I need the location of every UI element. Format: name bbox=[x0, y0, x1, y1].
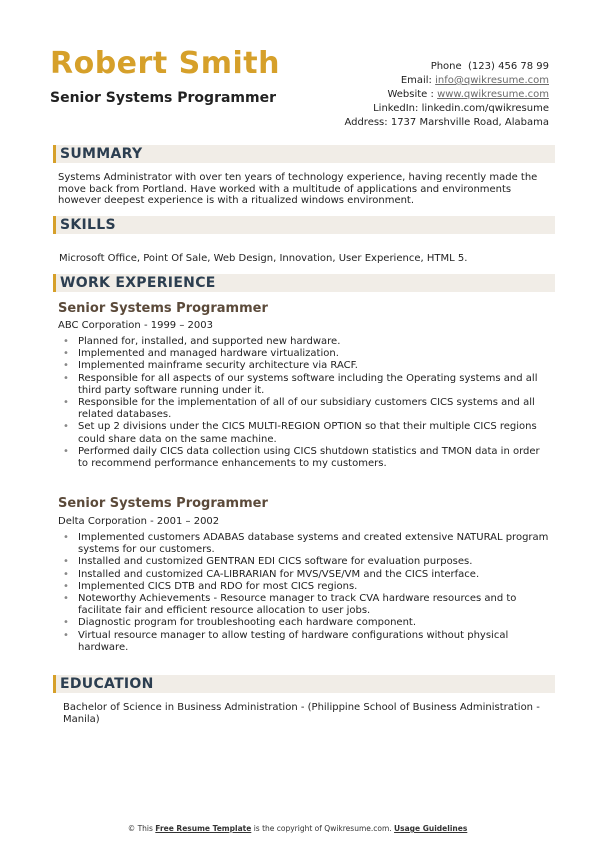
email-label: Email: bbox=[400, 75, 432, 86]
summary-text: Systems Administrator with over ten years of technology experience, having recently made the move back from Portland. Have worked with a multitude of applications and environments however deepest experience is with a ritualized windows environment. bbox=[58, 172, 538, 206]
list-item: • Responsible for the implementation of all of our subsidiary customers CICS systems and all related databases. bbox=[78, 397, 552, 421]
phone-value: (123) 456 78 99 bbox=[468, 61, 549, 72]
usage-guidelines-link[interactable]: Usage Guidelines bbox=[394, 824, 468, 833]
candidate-name: Robert Smith bbox=[50, 46, 280, 81]
list-item: • Planned for, installed, and supported new hardware. bbox=[78, 336, 552, 348]
contact-website bbox=[249, 88, 549, 102]
free-resume-template-link[interactable]: Free Resume Template bbox=[155, 824, 252, 833]
list-item: • Diagnostic program for troubleshooting each hardware component. bbox=[78, 617, 552, 629]
candidate-title: Senior Systems Programmer bbox=[50, 90, 276, 106]
list-item: • Responsible for all aspects of our systems software including the Operating systems and all third party software running under it. bbox=[78, 373, 552, 397]
contact-linkedin bbox=[249, 102, 549, 116]
phone-label: Phone bbox=[430, 61, 462, 72]
list-item: • Installed and customized CA-LIBRARIAN for MVS/VSE/VM and the CICS interface. bbox=[78, 569, 552, 581]
list-item: • Implemented customers ADABAS database systems and created extensive NATURAL program systems for our customers. bbox=[78, 532, 552, 556]
contact-block bbox=[249, 60, 549, 130]
website-link[interactable]: www.qwikresume.com bbox=[437, 89, 549, 100]
job-bullets bbox=[78, 336, 552, 470]
job-bullets bbox=[78, 532, 552, 654]
list-item: • Virtual resource manager to allow testing of hardware configurations without physical hardware. bbox=[78, 630, 552, 654]
job-company-dates: Delta Corporation - 2001 – 2002 bbox=[58, 516, 220, 527]
address-label: Address: bbox=[344, 117, 388, 128]
section-education bbox=[53, 675, 555, 693]
section-heading: EDUCATION bbox=[60, 676, 154, 692]
section-heading: SUMMARY bbox=[60, 146, 143, 162]
contact-email bbox=[249, 74, 549, 88]
contact-phone bbox=[249, 60, 549, 74]
list-item: • Noteworthy Achievements - Resource manager to track CVA hardware resources and to facilitate fair and efficient resource allocation to user jobs. bbox=[78, 593, 552, 617]
footer bbox=[0, 824, 595, 833]
linkedin-label: LinkedIn: bbox=[373, 103, 419, 114]
footer-prefix: © This bbox=[127, 824, 153, 833]
address-value: 1737 Marshville Road, Alabama bbox=[390, 117, 549, 128]
section-skills bbox=[53, 216, 555, 234]
job-title: Senior Systems Programmer bbox=[58, 301, 268, 316]
list-item: • Implemented and managed hardware virtualization. bbox=[78, 348, 552, 360]
section-heading: SKILLS bbox=[60, 217, 116, 233]
section-heading: WORK EXPERIENCE bbox=[60, 275, 216, 291]
linkedin-value: linkedin.com/qwikresume bbox=[421, 103, 549, 114]
email-link[interactable]: info@qwikresume.com bbox=[435, 75, 549, 86]
list-item: • Installed and customized GENTRAN EDI CICS software for evaluation purposes. bbox=[78, 556, 552, 568]
list-item: • Performed daily CICS data collection using CICS shutdown statistics and TMON data in order to recommend performance enhancements to my customers. bbox=[78, 446, 552, 470]
footer-middle: is the copyright of Qwikresume.com. bbox=[253, 824, 392, 833]
job-title: Senior Systems Programmer bbox=[58, 496, 268, 511]
list-item: • Implemented mainframe security architecture via RACF. bbox=[78, 360, 552, 372]
job-company-dates: ABC Corporation - 1999 – 2003 bbox=[58, 320, 213, 331]
list-item: • Set up 2 divisions under the CICS MULTI-REGION OPTION so that their multiple CICS regions could share data on the same machine. bbox=[78, 421, 552, 445]
section-work-experience bbox=[53, 274, 555, 292]
contact-address bbox=[249, 116, 549, 130]
list-item: • Implemented CICS DTB and RDO for most CICS regions. bbox=[78, 581, 552, 593]
skills-text: Microsoft Office, Point Of Sale, Web Design, Innovation, User Experience, HTML 5. bbox=[59, 253, 468, 264]
section-summary bbox=[53, 145, 555, 163]
website-label: Website : bbox=[387, 89, 434, 100]
education-text: Bachelor of Science in Business Administration - (Philippine School of Business Administration - Manila) bbox=[63, 702, 540, 725]
